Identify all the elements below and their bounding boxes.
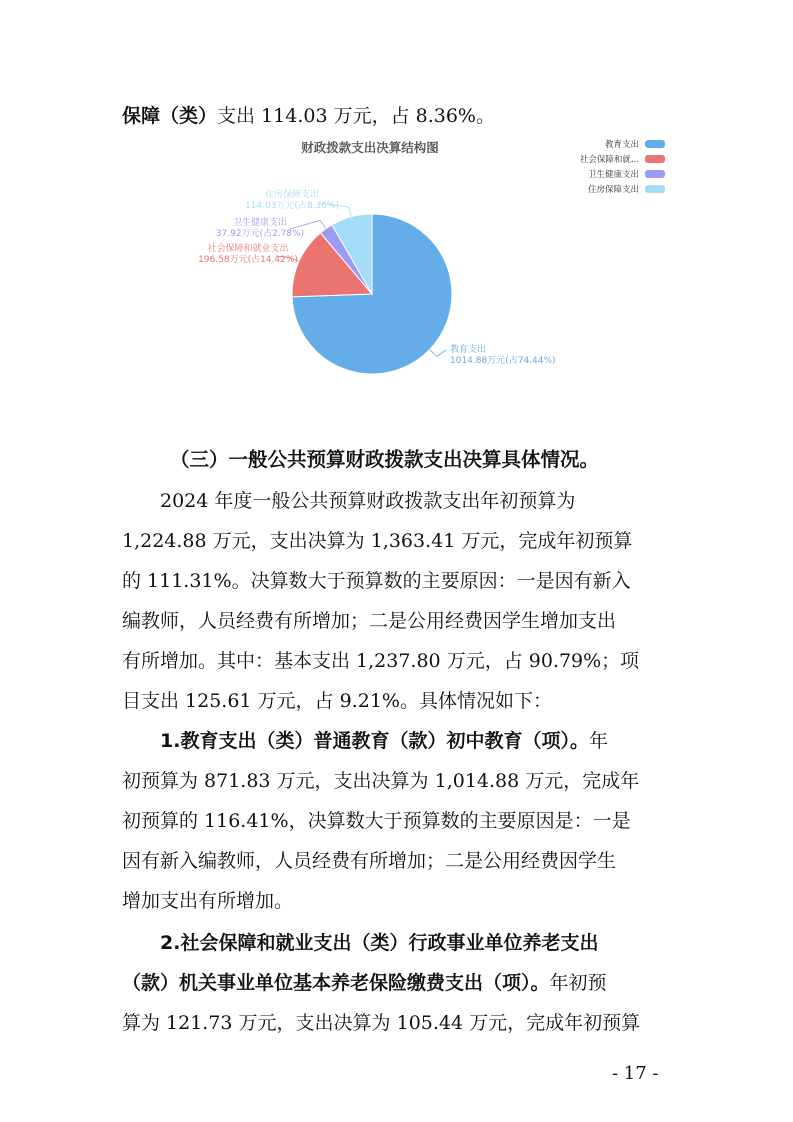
legend-label: 住房保障支出 xyxy=(587,184,639,195)
chart-title: 财政拨款支出决算结构图 xyxy=(301,140,439,155)
pie-svg xyxy=(150,130,670,420)
slice-label-value: 196.58万元(占14.42%) xyxy=(198,255,298,265)
slice-label-value: 37.92万元(占2.78%) xyxy=(215,229,305,239)
leader-line xyxy=(290,220,326,229)
legend-label: 卫生健康支出 xyxy=(587,169,639,180)
legend-label: 教育支出 xyxy=(604,139,639,150)
leader-line xyxy=(430,350,446,357)
slice-label-value: 1014.88万元(占74.44%) xyxy=(450,356,556,366)
item2-line2 xyxy=(122,968,607,995)
item1-line: 初预算的 116.41%，决算数大于预算数的主要原因是：一是 xyxy=(122,810,631,832)
slice-label-name: 社会保障和就业支出 xyxy=(207,244,289,254)
para1-line: 的 111.31%。决算数大于预算数的主要原因：一是因有新入 xyxy=(122,570,631,592)
top-line-bold: 保障（类） xyxy=(122,105,218,127)
item1-line: 因有新入编教师，人员经费有所增加；二是公用经费因学生 xyxy=(122,850,617,872)
para1-line: 2024 年度一般公共预算财政拨款支出年初预算为 xyxy=(160,490,576,512)
item1-rest: 年 xyxy=(588,730,608,752)
item2-bold2: （款）机关事业单位基本养老保险缴费支出（项）。 xyxy=(122,972,550,994)
para1-line: 目支出 125.61 万元，占 9.21%。具体情况如下： xyxy=(122,690,552,712)
item2-bold-line1: 2.社会保障和就业支出（类）行政事业单位养老支出 xyxy=(160,932,599,954)
item2-line: 算为 121.73 万元，支出决算为 105.44 万元，完成年初预算 xyxy=(122,1012,641,1034)
item1-bold: 1.教育支出（类）普通教育（款）初中教育（项）。 xyxy=(160,730,589,752)
para1-line: 1,224.88 万元，支出决算为 1,363.41 万元，完成年初预算 xyxy=(122,530,633,552)
item1-line: 增加支出有所增加。 xyxy=(122,890,294,912)
slice-label-name: 教育支出 xyxy=(450,345,487,355)
page-number: - 17 - xyxy=(612,1063,659,1084)
slice-label-name: 住房保障支出 xyxy=(264,190,320,200)
item1-first-line xyxy=(160,726,608,753)
para1-line: 编教师，人员经费有所增加；二是公用经费因学生增加支出 xyxy=(122,610,617,632)
pie-chart xyxy=(150,130,670,420)
item2-rest: 年初预 xyxy=(549,972,607,994)
item1-line: 初预算为 871.83 万元，支出决算为 1,014.88 万元，完成年 xyxy=(122,770,640,792)
slice-label-name: 卫生健康支出 xyxy=(232,218,288,228)
section-heading: （三）一般公共预算财政拨款支出决算具体情况。 xyxy=(170,448,600,471)
top-line-rest: 支出 114.03 万元，占 8.36%。 xyxy=(217,105,495,127)
slice-label-value: 114.03万元(占8.36%) xyxy=(244,201,340,211)
top-line xyxy=(122,101,495,128)
legend-label: 社会保障和就... xyxy=(579,154,639,165)
para1-line: 有所增加。其中：基本支出 1,237.80 万元，占 90.79%；项 xyxy=(122,650,640,672)
